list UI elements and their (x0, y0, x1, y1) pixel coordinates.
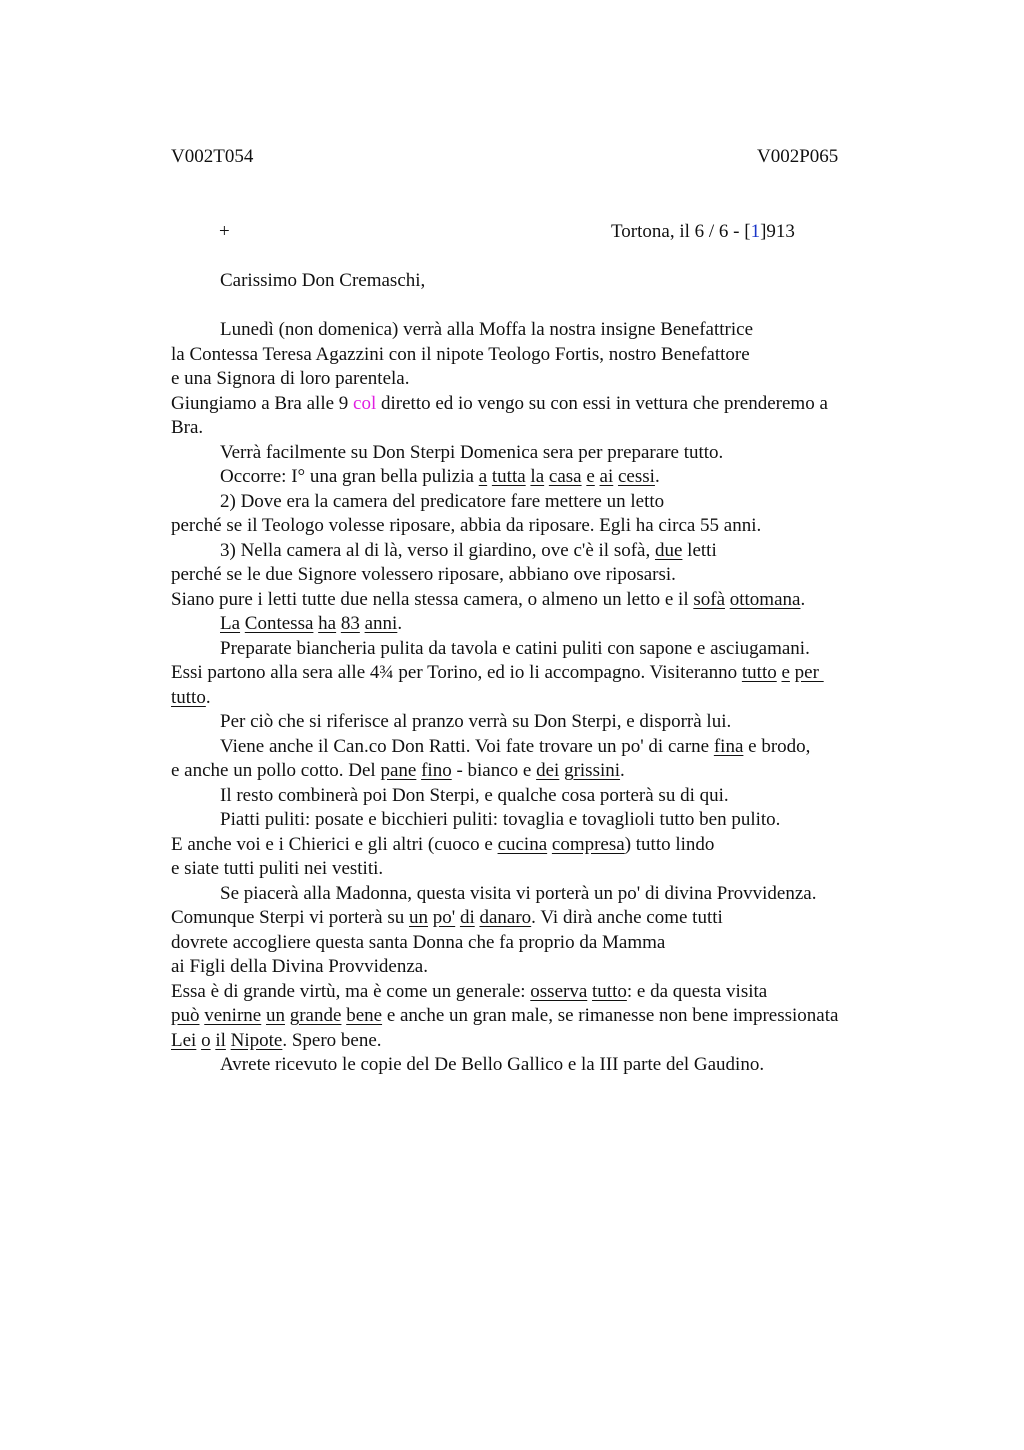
letter-line: Avrete ricevuto le copie del De Bello Gallico e la III parte del Gaudino. (220, 1054, 765, 1075)
letter-line: la Contessa Teresa Agazzini con il nipote Teologo Fortis, nostro Benefattore (171, 343, 750, 365)
letter-line: Essa è di grande virtù, ma è come un generale: osserva tutto: e da questa visita (171, 980, 768, 1002)
letter-line: Essi partono alla sera alle 4¾ per Torino, ed io li accompagno. Visiteranno tutto e per (171, 662, 824, 683)
letter-line: Viene anche il Can.co Don Ratti. Voi fate trovare un po' di carne fina e brodo, (220, 735, 811, 757)
letter-line: Giungiamo a Bra alle 9 col diretto ed io vengo su con essi in vettura che prenderemo a (171, 392, 828, 414)
letter-line: Preparate biancheria pulita da tavola e catini puliti con sapone e asciugamani. (220, 637, 810, 659)
letter-line: Verrà facilmente su Don Sterpi Domenica sera per preparare tutto. (220, 441, 724, 463)
highlighted-word: col (353, 392, 377, 414)
letter-line: Se piacerà alla Madonna, questa visita vi porterà un po' di divina Provvidenza. (220, 882, 817, 904)
letter-line: Il resto combinerà poi Don Sterpi, e qualche cosa porterà su di qui. (220, 784, 729, 806)
letter-line: tutto. (171, 686, 211, 708)
letter-line: Lunedì (non domenica) verrà alla Moffa la nostra insigne Benefattrice (220, 319, 754, 340)
letter-line: può venirne un grande bene e anche un gran male, se rimanesse non bene impressionata (171, 1005, 839, 1026)
letter-line: perché se il Teologo volesse riposare, abbia da riposare. Egli ha circa 55 anni. (171, 515, 762, 536)
letter-body (171, 318, 911, 1078)
letter-line: E anche voi e i Chierici e gli altri (cuoco e cucina compresa) tutto lindo (171, 833, 715, 855)
document-code-right: V002P065 (757, 146, 839, 167)
cross-symbol: + (219, 221, 230, 242)
letter-line: dovrete accogliere questa santa Donna che fa proprio da Mamma (171, 931, 666, 953)
letter-line: e una Signora di loro parentela. (171, 368, 410, 389)
salutation: Carissimo Don Cremaschi, (220, 270, 426, 291)
letter-line: La Contessa ha 83 anni. (220, 613, 403, 634)
letter-line: Piatti puliti: posate e bicchieri puliti: tovaglia e tovaglioli tutto ben pulito. (220, 809, 781, 830)
letter-line: Siano pure i letti tutte due nella stessa camera, o almeno un letto e il sofà ottomana. (171, 588, 806, 610)
letter-line: Lei o il Nipote. Spero bene. (171, 1029, 382, 1051)
letter-line: 3) Nella camera al di là, verso il giardino, ove c'è il sofà, due letti (220, 539, 717, 561)
letter-line: 2) Dove era la camera del predicatore fare mettere un letto (220, 490, 665, 512)
date-editorial-digit: 1 (750, 221, 761, 242)
document-code-left: V002T054 (171, 146, 254, 167)
letter-line: perché se le due Signore volessero riposare, abbiano ove riposarsi. (171, 564, 676, 585)
letter-line: ai Figli della Divina Provvidenza. (171, 956, 428, 977)
date-line: Tortona, il 6 / 6 - [1]913 (611, 221, 795, 242)
letter-line: Occorre: I° una gran bella pulizia a tutta la casa e ai cessi. (220, 466, 660, 487)
letter-line: Bra. (171, 417, 204, 438)
letter-line: e siate tutti puliti nei vestiti. (171, 858, 384, 879)
letter-line: e anche un pollo cotto. Del pane fino - bianco e dei grissini. (171, 760, 625, 781)
letter-line: Per ciò che si riferisce al pranzo verrà su Don Sterpi, e disporrà lui. (220, 711, 732, 732)
letter-line: Comunque Sterpi vi porterà su un po' di danaro. Vi dirà anche come tutti (171, 907, 723, 928)
